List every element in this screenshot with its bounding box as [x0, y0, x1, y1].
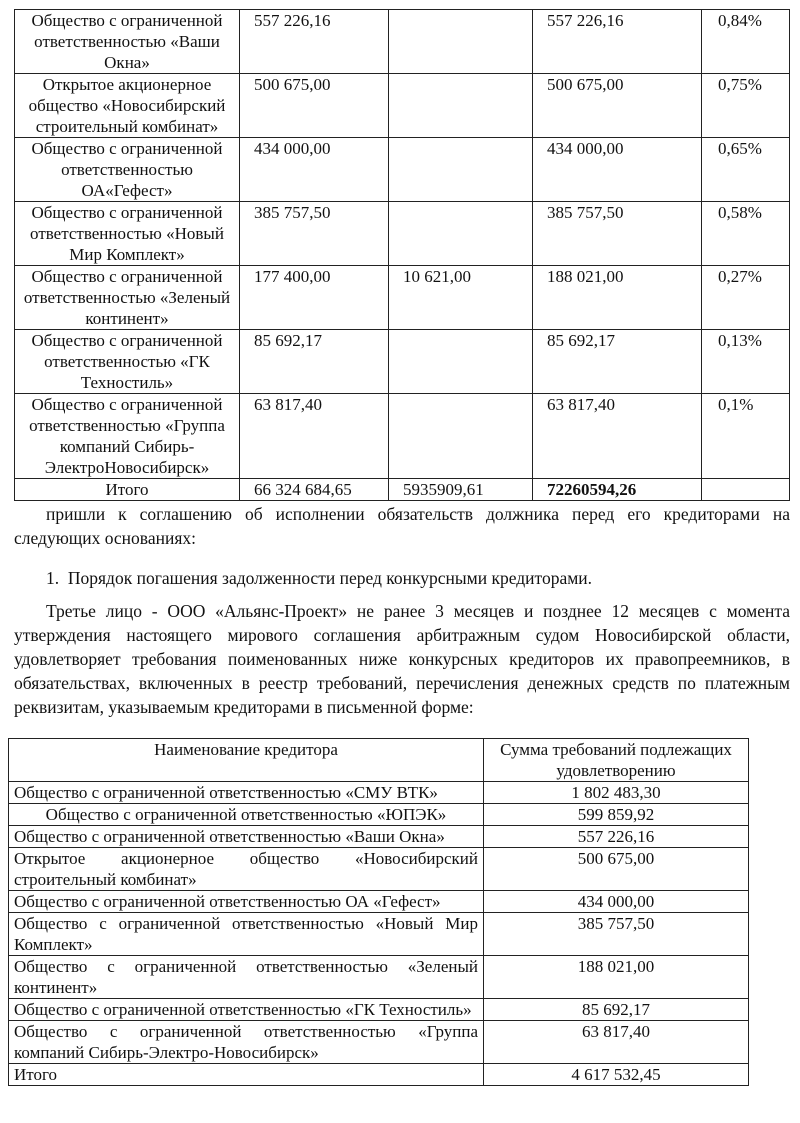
share-percent: 0,13%: [702, 330, 790, 394]
claim-sum: 188 021,00: [484, 956, 749, 999]
creditor-name: Общество с ограниченной ответственностью «Группа компаний Сибирь-Электро-Новосибирск»: [9, 1021, 484, 1064]
total-label: Итого: [15, 479, 240, 501]
grand-total-amount: 72260594,26: [533, 479, 702, 501]
creditor-name: Общество с ограниченной ответственностью «Группа компаний Сибирь-ЭлектроНовосибирск»: [15, 394, 240, 479]
claim-sum: 557 226,16: [484, 826, 749, 848]
share-percent: 0,84%: [702, 10, 790, 74]
additional-amount: [389, 330, 533, 394]
table-row: [9, 999, 749, 1021]
total-label: Итого: [9, 1064, 484, 1086]
total-share: [702, 479, 790, 501]
agreement-paragraph: пришли к соглашению об исполнении обязательств должника перед его кредиторами на следующих основаниях:: [14, 504, 790, 548]
additional-amount: [389, 394, 533, 479]
header-creditor-name: Наименование кредитора: [9, 739, 484, 782]
table-row: [15, 202, 790, 266]
total-amount: 557 226,16: [533, 10, 702, 74]
payment-table: [8, 738, 749, 1086]
table-row: [15, 74, 790, 138]
table-row: [15, 330, 790, 394]
total-additional-amount: 5935909,61: [389, 479, 533, 501]
additional-amount: [389, 10, 533, 74]
claim-amount: 500 675,00: [240, 74, 389, 138]
creditor-name: Общество с ограниченной ответственностью «Новый Мир Комплект»: [9, 913, 484, 956]
total-amount: 385 757,50: [533, 202, 702, 266]
share-percent: 0,1%: [702, 394, 790, 479]
creditor-name: Общество с ограниченной ответственностью «Зеленый континент»: [15, 266, 240, 330]
additional-amount: [389, 138, 533, 202]
total-row: [15, 479, 790, 501]
total-row: [9, 1064, 749, 1086]
claim-sum: 385 757,50: [484, 913, 749, 956]
terms-paragraph: Третье лицо - ООО «Альянс-Проект» не ранее 3 месяцев и позднее 12 месяцев с момента утверждения настоящего мирового соглашения арбитражным судом Новосибирской области, удовлетворяет требования поименованных ниже конкурсных кредиторов их правопреемников, в обязательствах, включенных в реестр требований, перечисления денежных средств по платежным реквизитам, указываемым кредиторами в письменной форме:: [14, 601, 790, 717]
share-percent: 0,27%: [702, 266, 790, 330]
claim-amount: 85 692,17: [240, 330, 389, 394]
section-number: 1.: [46, 568, 60, 588]
creditor-name: Общество с ограниченной ответственностью «Ваши Окна»: [15, 10, 240, 74]
claim-sum: 1 802 483,30: [484, 782, 749, 804]
total-amount: 434 000,00: [533, 138, 702, 202]
claim-amount: 434 000,00: [240, 138, 389, 202]
creditor-name: Общество с ограниченной ответственностью «Ваши Окна»: [9, 826, 484, 848]
table-row: [9, 956, 749, 999]
share-percent: 0,65%: [702, 138, 790, 202]
section-heading: [46, 566, 800, 590]
total-amount: 63 817,40: [533, 394, 702, 479]
table-row: [9, 913, 749, 956]
additional-amount: 10 621,00: [389, 266, 533, 330]
total-amount: 500 675,00: [533, 74, 702, 138]
total-claim-amount: 66 324 684,65: [240, 479, 389, 501]
claim-amount: 385 757,50: [240, 202, 389, 266]
additional-amount: [389, 74, 533, 138]
creditor-name: Общество с ограниченной ответственностью «ЮПЭК»: [9, 804, 484, 826]
creditor-name: Общество с ограниченной ответственностью «СМУ ВТК»: [9, 782, 484, 804]
creditor-name: Общество с ограниченной ответственностью ОА «Гефест»: [9, 891, 484, 913]
creditor-name: Открытое акционерное общество «Новосибирский строительный комбинат»: [9, 848, 484, 891]
table-row: [9, 782, 749, 804]
total-amount: 85 692,17: [533, 330, 702, 394]
table-header-row: [9, 739, 749, 782]
table-row: [9, 826, 749, 848]
claim-sum: 63 817,40: [484, 1021, 749, 1064]
additional-amount: [389, 202, 533, 266]
section-title: Порядок погашения задолженности перед конкурсными кредиторами.: [67, 568, 593, 588]
table-row: [9, 1021, 749, 1064]
share-percent: 0,75%: [702, 74, 790, 138]
table-row: [9, 891, 749, 913]
table-row: [15, 266, 790, 330]
table-row: [15, 138, 790, 202]
table-row: [15, 394, 790, 479]
claim-sum: 500 675,00: [484, 848, 749, 891]
header-sum: Сумма требований подлежащих удовлетворению: [484, 739, 749, 782]
creditor-name: Открытое акционерное общество «Новосибирский строительный комбинат»: [15, 74, 240, 138]
creditor-name: Общество с ограниченной ответственностью ОА«Гефест»: [15, 138, 240, 202]
table-row: [9, 848, 749, 891]
creditor-name: Общество с ограниченной ответственностью «Новый Мир Комплект»: [15, 202, 240, 266]
claim-amount: 557 226,16: [240, 10, 389, 74]
claim-amount: 177 400,00: [240, 266, 389, 330]
share-percent: 0,58%: [702, 202, 790, 266]
claim-amount: 63 817,40: [240, 394, 389, 479]
total-sum: 4 617 532,45: [484, 1064, 749, 1086]
claim-sum: 85 692,17: [484, 999, 749, 1021]
creditor-name: Общество с ограниченной ответственностью «ГК Техностиль»: [9, 999, 484, 1021]
creditor-name: Общество с ограниченной ответственностью «Зеленый континент»: [9, 956, 484, 999]
table-row: [15, 10, 790, 74]
claim-sum: 599 859,92: [484, 804, 749, 826]
total-amount: 188 021,00: [533, 266, 702, 330]
claim-sum: 434 000,00: [484, 891, 749, 913]
table-row: [9, 804, 749, 826]
creditor-name: Общество с ограниченной ответственностью «ГК Техностиль»: [15, 330, 240, 394]
creditor-shares-table: [14, 9, 790, 501]
